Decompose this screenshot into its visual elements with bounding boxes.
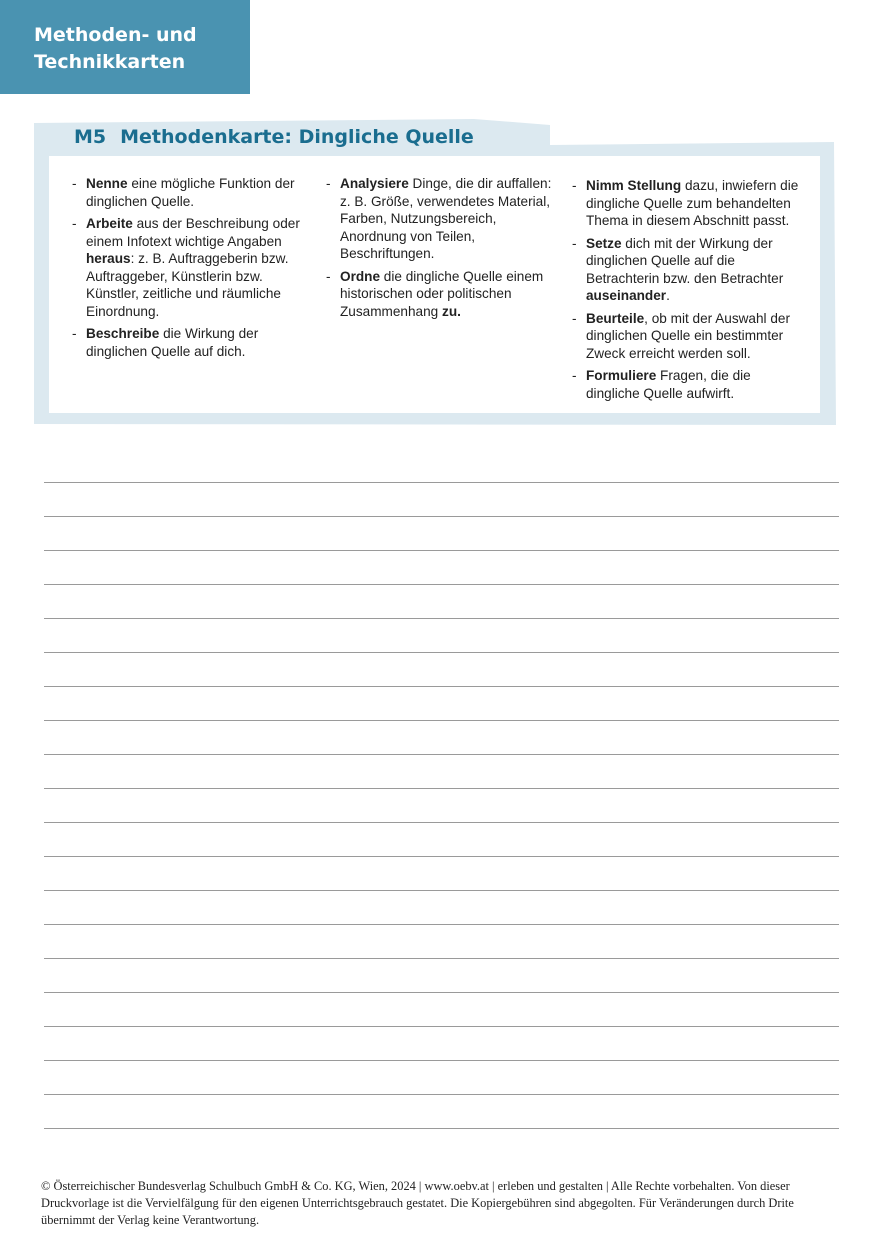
- instruction-text: Dinge, die dir auffallen: z. B. Größe, verwendetes Material, Farben, Nutzungsbereich, Anordnung von Teilen, Beschriftungen.: [340, 176, 552, 261]
- instruction-text: aus der Beschreibung oder einem Infotext wichtige Angaben: [86, 216, 300, 249]
- bullet-dash: -: [72, 176, 77, 191]
- instruction-verb: Ordne: [340, 268, 381, 284]
- instruction-text: dazu, inwiefern die dingliche Quelle zum behandelten Thema in diesem Abschnitt passt.: [586, 178, 799, 228]
- instruction-verb: Setze: [586, 235, 622, 251]
- writing-line[interactable]: [44, 788, 839, 822]
- bullet-dash: -: [572, 178, 577, 193]
- writing-line[interactable]: [44, 1094, 839, 1128]
- writing-lines: [44, 482, 839, 1162]
- card-title-text: Methodenkarte: Dingliche Quelle: [120, 126, 474, 148]
- instruction-item: [572, 177, 804, 230]
- writing-line[interactable]: [44, 856, 839, 890]
- section-tab-title: Methoden- und Technikkarten: [34, 24, 197, 73]
- instruction-item: [72, 175, 300, 210]
- writing-line[interactable]: [44, 958, 839, 992]
- writing-line[interactable]: [44, 1128, 839, 1162]
- instruction-item: [72, 325, 300, 360]
- instruction-text: die Wirkung der dinglichen Quelle auf dich.: [86, 326, 259, 359]
- instruction-verb: Nenne: [86, 176, 128, 191]
- writing-line[interactable]: [44, 516, 839, 550]
- writing-line[interactable]: [44, 618, 839, 652]
- instruction-verb-part: auseinander: [586, 288, 667, 303]
- copyright-footer: © Österreichischer Bundesverlag Schulbuch GmbH & Co. KG, Wien, 2024 | www.oebv.at | erleben und gestalten | Alle Rechte vorbehalten. Von dieser Druckvorlage ist die Vervielfälgung für den eigenen Unterrichtsgebrauch gestatet. Die Kopiergebühren sind abgegolten. Für Veränderungen durch Drite übernimmt der Verlag keine Verantwortung.: [41, 1179, 794, 1227]
- writing-line[interactable]: [44, 1026, 839, 1060]
- writing-line[interactable]: [44, 924, 839, 958]
- writing-line[interactable]: [44, 890, 839, 924]
- bullet-dash: -: [326, 176, 331, 191]
- bullet-dash: -: [72, 326, 77, 341]
- bullet-dash: -: [572, 235, 577, 251]
- bullet-dash: -: [72, 216, 77, 231]
- writing-line[interactable]: [44, 584, 839, 618]
- instruction-verb-part: zu.: [442, 303, 461, 319]
- card-column-2: [326, 175, 552, 325]
- instruction-verb: Formuliere: [586, 368, 657, 383]
- instruction-item: [572, 367, 804, 402]
- instruction-verb: Beurteile: [586, 310, 645, 326]
- instruction-text: : z. B. Auftraggeberin bzw. Auftraggeber, Künstlerin bzw. Künstler, zeitliche und räumliche Einordnung.: [86, 251, 289, 319]
- writing-line[interactable]: [44, 652, 839, 686]
- writing-line[interactable]: [44, 992, 839, 1026]
- instruction-item: [72, 215, 300, 320]
- writing-line[interactable]: [44, 482, 839, 516]
- instruction-verb: Nimm Stellung: [586, 178, 682, 193]
- section-tab: [0, 0, 250, 94]
- writing-line[interactable]: [44, 686, 839, 720]
- instruction-text: dich mit der Wirkung der dinglichen Quelle auf die Betrachterin bzw. den Betrachter: [586, 235, 784, 286]
- instruction-item: [572, 235, 804, 305]
- instruction-text: eine mögliche Funktion der dinglichen Quelle.: [86, 176, 295, 209]
- instruction-text: Fragen, die die dingliche Quelle aufwirft.: [586, 368, 751, 401]
- card-code: M5: [74, 126, 107, 148]
- instruction-verb: Beschreibe: [86, 326, 160, 341]
- card-column-1: [72, 175, 300, 365]
- instruction-verb-part: heraus: [86, 251, 131, 266]
- bullet-dash: -: [572, 310, 577, 326]
- instruction-item: [572, 310, 804, 363]
- instruction-item: [326, 268, 552, 321]
- instruction-text: .: [666, 288, 670, 303]
- writing-line[interactable]: [44, 550, 839, 584]
- bullet-dash: -: [572, 368, 577, 383]
- instruction-item: [326, 175, 552, 263]
- card-title: [74, 126, 474, 148]
- instruction-verb: Analysiere: [340, 176, 409, 191]
- instruction-text: , ob mit der Auswahl der dinglichen Quelle ein bestimmter Zweck erreicht werden soll.: [586, 310, 790, 361]
- writing-line[interactable]: [44, 822, 839, 856]
- card-column-3: [572, 177, 804, 407]
- writing-line[interactable]: [44, 1060, 839, 1094]
- instruction-text: die dingliche Quelle einem historischen oder politischen Zusammenhang: [340, 268, 544, 319]
- bullet-dash: -: [326, 268, 331, 284]
- writing-line[interactable]: [44, 754, 839, 788]
- writing-line[interactable]: [44, 720, 839, 754]
- instruction-verb: Arbeite: [86, 216, 133, 231]
